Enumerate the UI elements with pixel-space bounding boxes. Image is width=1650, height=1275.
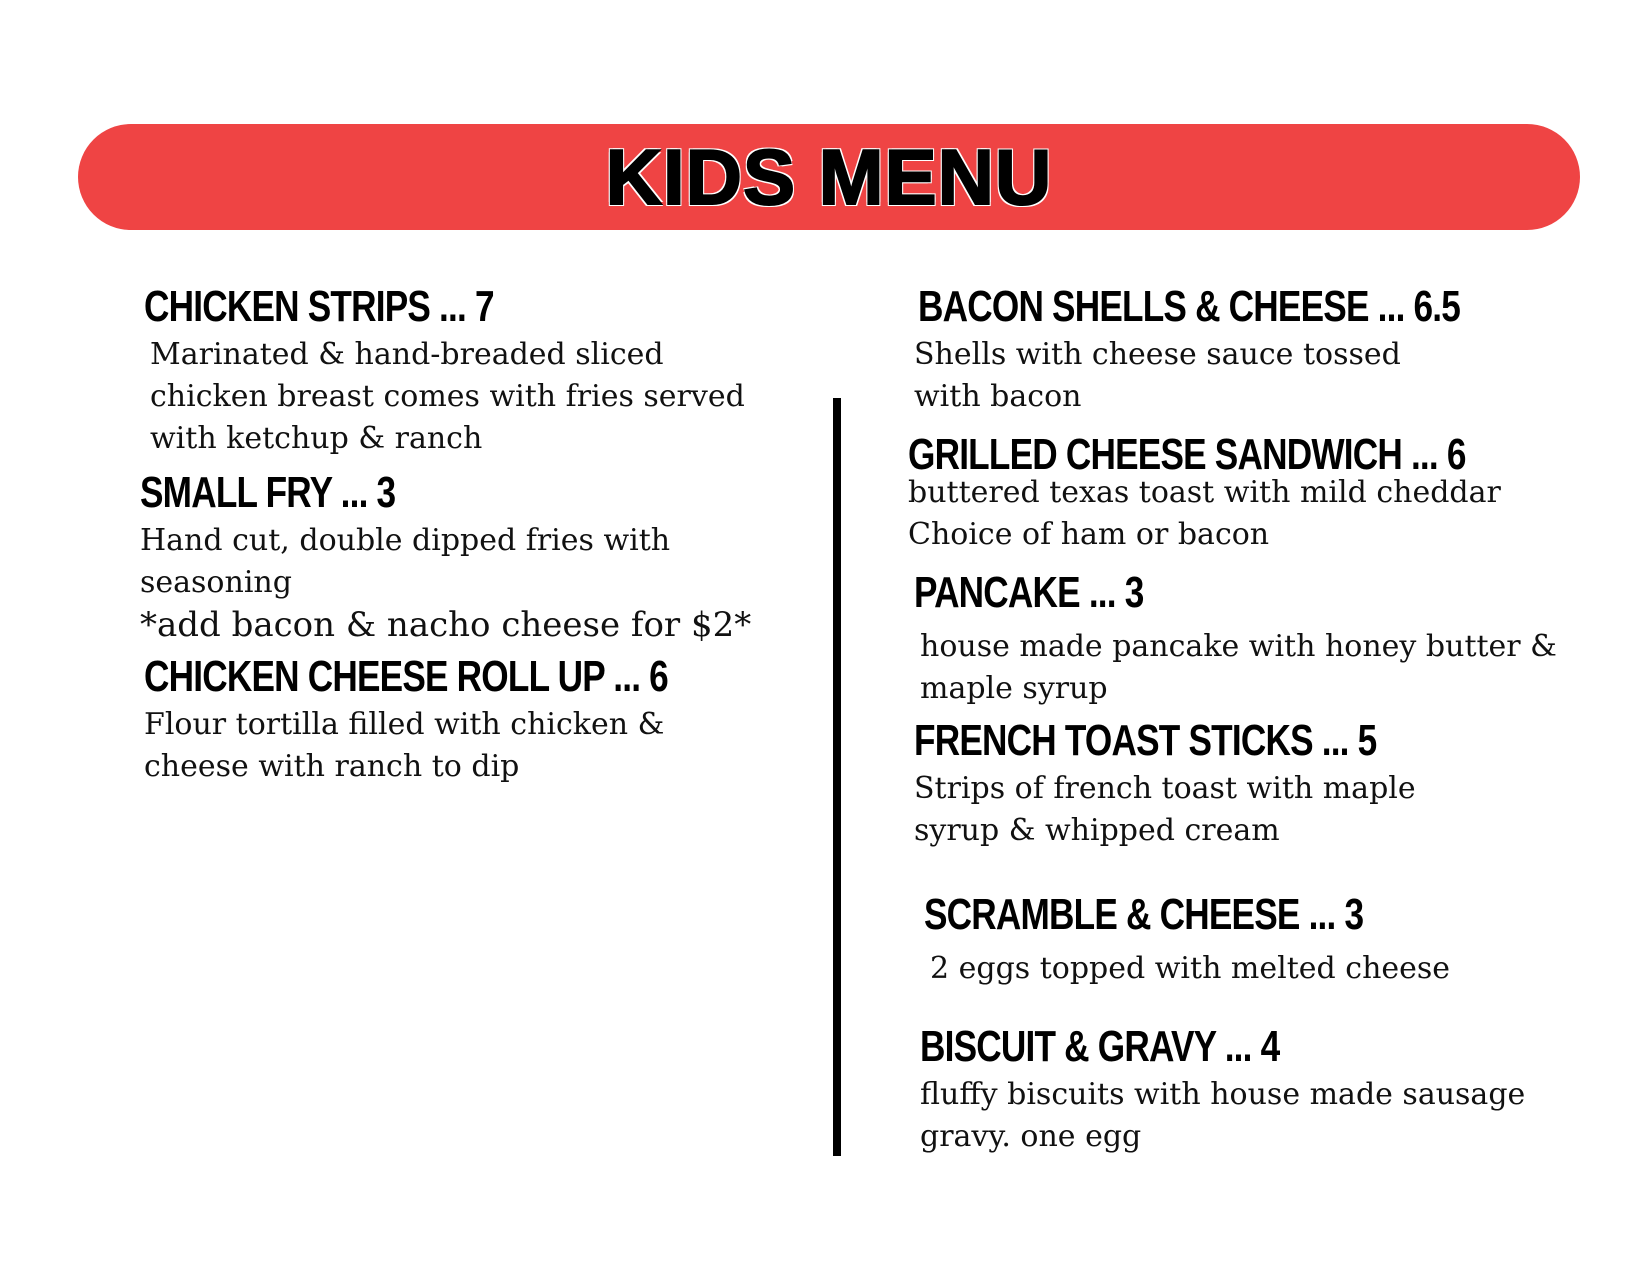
description-line: gravy. one egg [920, 1119, 1142, 1154]
item-description [920, 626, 1557, 710]
item-name: BACON SHELLS & CHEESE ... 6.5 [918, 282, 1461, 331]
menu-item-pancake [914, 566, 1557, 710]
description-line: with bacon [914, 379, 1082, 414]
item-description [914, 768, 1492, 852]
item-name: CHICKEN CHEESE ROLL UP ... 6 [144, 652, 668, 701]
menu-title: KIDS MENU [605, 132, 1053, 221]
item-description [150, 334, 745, 460]
description-line: maple syrup [920, 671, 1108, 706]
item-description [140, 520, 751, 604]
menu-item-french-toast-sticks [914, 714, 1492, 852]
item-description [914, 334, 1596, 418]
description-line: fluffy biscuits with house made sausage [920, 1077, 1526, 1112]
item-description [930, 948, 1473, 990]
menu-item-biscuit-gravy [920, 1020, 1525, 1158]
description-line: Flour tortilla filled with chicken & [144, 707, 665, 742]
menu-item-small-fry [140, 466, 751, 646]
item-description [144, 704, 799, 788]
column-divider [833, 398, 841, 1156]
menu-item-chicken-strips [144, 280, 745, 460]
item-name: GRILLED CHEESE SANDWICH ... 6 [908, 430, 1466, 479]
description-line: buttered texas toast with mild cheddar [908, 475, 1501, 510]
description-line: syrup & whipped cream [914, 813, 1280, 848]
description-line: seasoning [140, 565, 292, 600]
description-line: Hand cut, double dipped fries with [140, 523, 671, 558]
item-name: SCRAMBLE & CHEESE ... 3 [924, 890, 1364, 939]
description-line: Marinated & hand-breaded sliced [150, 337, 664, 372]
menu-item-chicken-cheese-roll-up [144, 650, 799, 788]
description-line: 2 eggs topped with melted cheese [930, 951, 1451, 986]
item-name: SMALL FRY ... 3 [140, 468, 396, 517]
item-add-on-note: *add bacon & nacho cheese for $2* [140, 605, 752, 645]
menu-item-scramble-cheese [924, 888, 1473, 990]
description-line: house made pancake with honey butter & [920, 629, 1557, 664]
description-line: Strips of french toast with maple [914, 771, 1416, 806]
description-line: cheese with ranch to dip [144, 749, 520, 784]
item-name: FRENCH TOAST STICKS ... 5 [914, 716, 1377, 765]
item-description [920, 1074, 1525, 1158]
menu-item-bacon-shells-cheese [914, 280, 1596, 418]
item-name: PANCAKE ... 3 [914, 568, 1144, 617]
description-line: with ketchup & ranch [150, 421, 483, 456]
description-line: chicken breast comes with fries served [150, 379, 745, 414]
item-description [908, 472, 1605, 556]
description-line: Shells with cheese sauce tossed [914, 337, 1401, 372]
item-name: BISCUIT & GRAVY ... 4 [920, 1022, 1280, 1071]
title-banner [78, 124, 1580, 230]
description-line: Choice of ham or bacon [908, 517, 1270, 552]
item-name: CHICKEN STRIPS ... 7 [144, 282, 494, 331]
menu-item-grilled-cheese-sandwich [908, 428, 1605, 556]
